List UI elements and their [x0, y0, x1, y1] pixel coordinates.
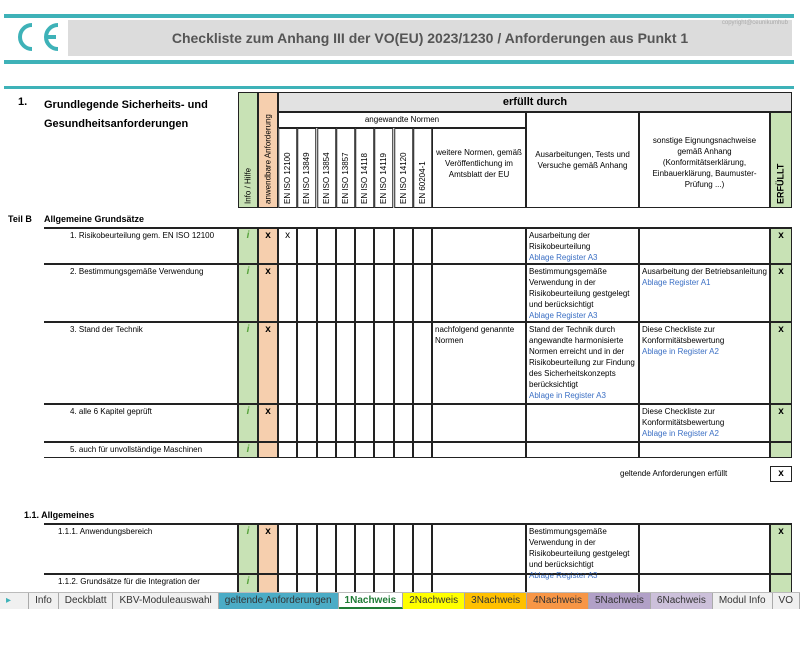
norm-cell[interactable] [297, 264, 316, 322]
ausarbeitung-cell[interactable] [526, 404, 639, 442]
norm-cell[interactable] [355, 442, 374, 458]
norm-cell[interactable] [278, 524, 297, 574]
sonstige-cell[interactable] [639, 574, 770, 592]
sonstige-cell[interactable] [639, 322, 770, 404]
anwendbar-mark[interactable]: x [258, 322, 278, 404]
ausarbeitung-link[interactable]: Ablage Register A3 [529, 571, 598, 580]
sonstige-cell[interactable] [639, 404, 770, 442]
norm-cell[interactable] [278, 264, 297, 322]
norm-cell[interactable] [336, 404, 355, 442]
info-icon[interactable]: i [238, 524, 258, 574]
page-title: Checkliste zum Anhang III der VO(EU) 2023/1230 / Anforderungen aus Punkt 1 [171, 30, 689, 46]
norm-cell[interactable] [336, 574, 355, 592]
tab-11[interactable]: VO [773, 593, 800, 609]
section-number: 1. [18, 96, 28, 108]
row-label: 1. Risikobeurteilung gem. EN ISO 12100 [44, 228, 238, 264]
tab-4[interactable]: 1Nachweis [339, 593, 404, 609]
weitere-cell[interactable] [432, 228, 526, 264]
tab-1[interactable]: Deckblatt [59, 593, 114, 609]
checklist-grid [0, 92, 800, 592]
norm-cell[interactable] [317, 264, 336, 322]
ce-logo-icon [12, 20, 68, 54]
norm-cell[interactable] [278, 574, 297, 592]
norm-cell[interactable] [278, 404, 297, 442]
copyright-note: copyright@ceunikumhub [721, 20, 788, 26]
norm-header-7: EN 60204-1 [413, 128, 432, 208]
tab-8[interactable]: 5Nachweis [589, 593, 651, 609]
tab-9[interactable]: 6Nachweis [651, 593, 713, 609]
norm-header-4: EN ISO 14118 [355, 128, 374, 208]
ausarbeitung-link[interactable]: Ablage in Register A3 [529, 391, 606, 400]
sonstige-link[interactable]: Ablage in Register A2 [642, 347, 719, 356]
norm-cell[interactable] [413, 524, 432, 574]
norm-cell[interactable] [374, 228, 393, 264]
norm-cell[interactable] [317, 442, 336, 458]
top-rule [4, 14, 794, 18]
tab-scroll-icon[interactable]: ▸ [0, 593, 29, 609]
anwendbare-header: anwendbare Anforderung [258, 92, 278, 208]
tab-6[interactable]: 3Nachweis [465, 593, 527, 609]
norm-cell[interactable] [355, 322, 374, 404]
sonstige-text: Diese Checkliste zur Konformitätsbewertung [642, 325, 725, 345]
norm-header-3: EN ISO 13857 [336, 128, 355, 208]
sonstige-text: Diese Checkliste zur Konformitätsbewertung [642, 407, 725, 427]
anwendbar-mark[interactable] [258, 574, 278, 592]
ausarbeitung-text: Bestimmungsgemäße Verwendung in der Risikobeurteilung gestgelegt und berücksichtigt [529, 267, 630, 309]
norm-cell[interactable] [355, 404, 374, 442]
norm-cell[interactable] [394, 264, 413, 322]
anwendbar-mark[interactable]: x [258, 228, 278, 264]
norm-cell[interactable] [336, 442, 355, 458]
anwendbar-mark[interactable]: x [258, 404, 278, 442]
row-label: 4. alle 6 Kapitel geprüft [44, 404, 238, 442]
ausarbeitung-cell[interactable] [526, 228, 639, 264]
info-icon[interactable]: i [238, 574, 258, 592]
weitere-cell[interactable] [432, 442, 526, 458]
norm-cell[interactable] [297, 322, 316, 404]
title-rule [4, 60, 794, 64]
norm-cell[interactable] [374, 264, 393, 322]
weitere-cell[interactable] [432, 524, 526, 574]
row-label: 2. Bestimmungsgemäße Verwendung [44, 264, 238, 322]
norm-cell[interactable] [394, 404, 413, 442]
norm-cell[interactable] [336, 228, 355, 264]
erfuellt-mark[interactable]: x [770, 264, 792, 322]
ausarbeitung-text: Bestimmungsgemäße Verwendung in der Risikobeurteilung gestgelegt und berücksichtigt [529, 527, 630, 569]
erfuellt-durch-header: erfüllt durch [278, 92, 792, 112]
subrow-label: 1.1.2. Grundsätze für die Integration der [44, 574, 238, 592]
norm-cell[interactable] [278, 322, 297, 404]
norm-cell[interactable] [394, 442, 413, 458]
ausarbeitung-link[interactable]: Ablage Register A3 [529, 311, 598, 320]
ausarbeitungen-header: Ausarbeitungen, Tests und Versuche gemäß Anhang [526, 112, 639, 208]
erfuellt-mark[interactable]: x [770, 404, 792, 442]
norm-header-6: EN ISO 14120 [394, 128, 413, 208]
anwendbar-mark[interactable]: x [258, 264, 278, 322]
summary-label: geltende Anforderungen erfüllt [620, 469, 728, 478]
norm-cell[interactable] [317, 404, 336, 442]
norm-header-1: EN ISO 13849 [297, 128, 316, 208]
weitere-normen-header: weitere Normen, gemäß Veröffentlichung im Amtsblatt der EU [432, 128, 526, 208]
erfuellt-mark[interactable] [770, 442, 792, 458]
sub-section-label: 1.1. Allgemeines [24, 510, 95, 520]
norm-cell[interactable] [374, 442, 393, 458]
norm-cell[interactable] [336, 322, 355, 404]
norm-cell[interactable] [394, 322, 413, 404]
bottom-area [0, 609, 800, 656]
norm-cell[interactable] [413, 228, 432, 264]
info-icon[interactable]: i [238, 322, 258, 404]
tab-3[interactable]: geltende Anforderungen [219, 593, 339, 609]
norm-cell[interactable] [413, 322, 432, 404]
subrow-label: 1.1.1. Anwendungsbereich [44, 524, 238, 574]
ausarbeitung-link[interactable]: Ablage Register A3 [529, 253, 598, 262]
norm-cell[interactable] [317, 574, 336, 592]
norm-cell[interactable] [297, 404, 316, 442]
erfuellt-mark[interactable]: x [770, 524, 792, 574]
info-icon[interactable]: i [238, 442, 258, 458]
sonstige-cell[interactable] [639, 442, 770, 458]
erfuellt-mark[interactable] [770, 574, 792, 592]
info-icon[interactable]: i [238, 264, 258, 322]
norm-cell[interactable] [297, 524, 316, 574]
norm-cell[interactable] [394, 228, 413, 264]
sonstige-header: sonstige Eignungsnachweise gemäß Anhang (Konformitätserklärung, Einbauerklärung, Baumuster-Prüfung ...) [639, 112, 770, 208]
weitere-cell[interactable] [432, 404, 526, 442]
info-hilfe-header: Info / Hilfe [238, 92, 258, 208]
anwendbar-mark[interactable] [258, 442, 278, 458]
tab-5[interactable]: 2Nachweis [403, 593, 465, 609]
ausarbeitung-cell[interactable] [526, 574, 639, 592]
summary-value[interactable]: x [770, 466, 792, 482]
ausarbeitung-text: Ausarbeitung der Risikobeurteilung [529, 231, 591, 251]
sonstige-link[interactable]: Ablage in Register A2 [642, 429, 719, 438]
section-title-line1: Grundlegende Sicherheits- und [44, 99, 208, 111]
norm-header-2: EN ISO 13854 [317, 128, 336, 208]
ausarbeitung-cell[interactable] [526, 442, 639, 458]
norm-cell[interactable] [394, 574, 413, 592]
info-icon[interactable]: i [238, 404, 258, 442]
row-label: 3. Stand der Technik [44, 322, 238, 404]
norm-cell[interactable] [336, 264, 355, 322]
teil-title: Allgemeine Grundsätze [44, 214, 145, 224]
sonstige-cell[interactable] [639, 264, 770, 322]
sonstige-cell[interactable] [639, 228, 770, 264]
ausarbeitung-text: Stand der Technik durch angewandte harmonisierte Normen erreicht und in der Risikobeurteilung zur Findung des Sicherheitskonzepts berücksichtigt [529, 325, 635, 389]
norm-cell[interactable] [374, 322, 393, 404]
angewandte-normen-header: angewandte Normen [278, 112, 526, 128]
row-label: 5. auch für unvollständige Maschinen [44, 442, 238, 458]
norm-cell[interactable] [413, 442, 432, 458]
norm-cell[interactable] [317, 228, 336, 264]
tab-2[interactable]: KBV-Moduleauswahl [113, 593, 218, 609]
erfuellt-mark[interactable]: x [770, 228, 792, 264]
norm-cell[interactable] [394, 524, 413, 574]
section-title [44, 96, 208, 134]
norm-cell[interactable] [297, 442, 316, 458]
norm-header-5: EN ISO 14119 [374, 128, 393, 208]
weitere-cell[interactable] [432, 574, 526, 592]
norm-cell[interactable]: x [278, 228, 297, 264]
anwendbar-mark[interactable]: x [258, 524, 278, 574]
norm-cell[interactable] [355, 228, 374, 264]
weitere-cell[interactable] [432, 264, 526, 322]
tab-0[interactable]: Info [29, 593, 59, 609]
sonstige-link[interactable]: Ablage Register A1 [642, 278, 711, 287]
norm-cell[interactable] [374, 524, 393, 574]
norm-cell[interactable] [317, 524, 336, 574]
tab-10[interactable]: Modul Info [713, 593, 773, 609]
sonstige-cell[interactable] [639, 524, 770, 574]
ausarbeitung-cell[interactable] [526, 524, 639, 580]
norm-cell[interactable] [374, 574, 393, 592]
weitere-cell[interactable]: nachfolgend genannte Normen [432, 322, 526, 404]
ausarbeitung-cell[interactable] [526, 322, 639, 404]
norm-cell[interactable] [336, 524, 355, 574]
norm-cell[interactable] [413, 264, 432, 322]
norm-header-0: EN ISO 12100 [278, 128, 297, 208]
erfuellt-header: ERFÜLLT [770, 112, 792, 208]
norm-cell[interactable] [355, 524, 374, 574]
norm-cell[interactable] [355, 574, 374, 592]
norm-cell[interactable] [297, 228, 316, 264]
ausarbeitung-cell[interactable] [526, 264, 639, 322]
page-title-bar [68, 20, 792, 56]
norm-cell[interactable] [413, 574, 432, 592]
norm-cell[interactable] [297, 574, 316, 592]
norm-cell[interactable] [317, 322, 336, 404]
norm-cell[interactable] [413, 404, 432, 442]
tab-7[interactable]: 4Nachweis [527, 593, 589, 609]
norm-cell[interactable] [278, 442, 297, 458]
table-rule [4, 86, 794, 89]
sheet-tabs [0, 592, 800, 609]
info-icon[interactable]: i [238, 228, 258, 264]
norm-cell[interactable] [374, 404, 393, 442]
norm-cell[interactable] [355, 264, 374, 322]
sonstige-text: Ausarbeitung der Betriebsanleitung [642, 267, 767, 276]
section-title-line2: Gesundheitsanforderungen [44, 118, 189, 130]
teil-label: Teil B [8, 214, 32, 224]
erfuellt-mark[interactable]: x [770, 322, 792, 404]
